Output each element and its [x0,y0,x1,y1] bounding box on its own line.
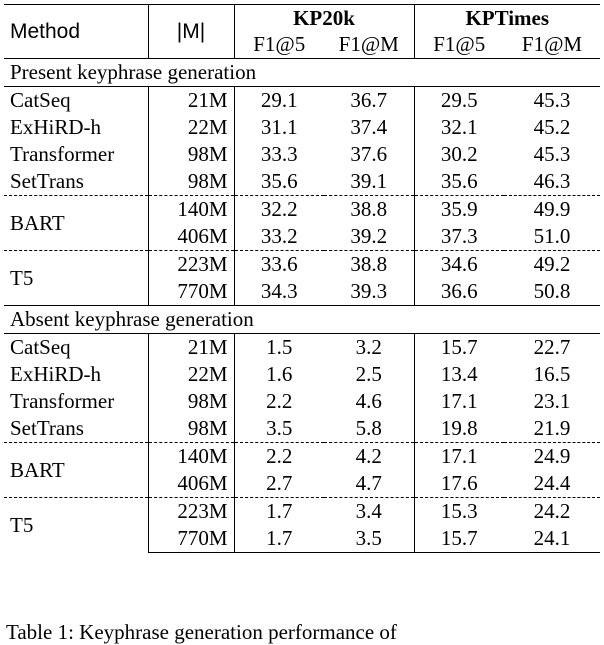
table-cell-value: 46.3 [533,169,571,193]
table-cell-value: 1.6 [266,362,293,386]
table-cell-size: 21M [148,334,234,362]
table-cell-size: 21M [148,87,234,115]
table-cell-value: 49.9 [504,196,600,224]
table-cell-size: 406M [148,223,234,251]
table-cell-size: 98M [148,388,234,415]
section-header-row [4,306,600,334]
table-cell-method: SetTrans [10,169,84,193]
table-cell-value: 39.2 [324,223,414,251]
table-cell-value: 29.5 [440,88,478,112]
table-cell-value: 31.1 [260,115,298,139]
header-metric: F1@M [521,32,583,56]
table-cell-value: 17.1 [414,443,504,471]
table-cell-value: 2.2 [266,389,293,413]
table-cell-size: 22M [148,361,234,388]
table-cell-value: 49.2 [504,251,600,279]
table-cell-size: 98M [148,415,234,443]
table-row [4,114,600,141]
header-group-kp20k: KP20k [234,5,414,32]
table-cell-value: 33.3 [260,142,298,166]
table-cell-value: 15.7 [440,335,478,359]
table-cell-value: 37.6 [324,141,414,168]
table-cell-method: T5 [4,251,148,306]
table-cell-value: 45.3 [533,88,571,112]
table-cell-value: 21.9 [533,416,571,440]
table-cell-method: Transformer [10,142,115,166]
table-cell-value: 24.9 [504,443,600,471]
table-cell-method: ExHiRD-h [10,115,101,139]
table-cell-value: 50.8 [533,279,571,303]
table-cell-value: 38.8 [324,251,414,279]
table-cell-value: 35.6 [440,169,478,193]
table-row [4,415,600,443]
table-cell-value: 1.7 [234,498,324,526]
table-cell-value: 1.7 [234,525,324,553]
table-cell-value: 32.2 [234,196,324,224]
table-cell-size: 98M [148,168,234,196]
table-cell-value: 17.6 [440,471,478,495]
table-cell-method: CatSeq [10,335,71,359]
table-cell-value: 34.3 [260,279,298,303]
table-cell-value: 51.0 [533,224,571,248]
table-cell-size: 770M [148,525,234,553]
table-cell-value: 2.2 [234,443,324,471]
table-cell-value: 35.6 [260,169,298,193]
table-cell-method: CatSeq [10,88,71,112]
header-method: Method [4,5,148,59]
table-body [4,59,600,553]
table-cell-method: ExHiRD-h [10,362,101,386]
table-cell-value: 2.7 [266,471,293,495]
table-cell-value: 22.7 [533,335,571,359]
table-cell-size: 223M [148,498,234,526]
table-row [4,498,600,526]
table-cell-value: 4.6 [324,388,414,415]
table-caption: Table 1: Keyphrase generation performance of [6,620,397,644]
table-cell-value: 34.6 [414,251,504,279]
table-cell-value: 1.5 [266,335,293,359]
header-metric: F1@5 [253,32,306,56]
table-row [4,196,600,224]
table-cell-value: 4.2 [324,443,414,471]
table-row [4,388,600,415]
table-cell-value: 17.1 [440,389,478,413]
header-model-size: |M| [148,5,234,59]
table-cell-value: 30.2 [440,142,478,166]
table-cell-value: 35.9 [414,196,504,224]
table-cell-value: 3.4 [324,498,414,526]
table-row [4,443,600,471]
table-cell-value: 45.3 [533,142,571,166]
table-cell-value: 4.7 [324,470,414,498]
table-cell-method: T5 [4,498,148,553]
table-row [4,334,600,362]
header-metric: F1@M [324,31,414,59]
table-cell-value: 37.4 [324,114,414,141]
table-cell-value: 33.6 [234,251,324,279]
table-cell-method: BART [4,196,148,251]
table-cell-value: 39.3 [324,278,414,306]
results-table [4,4,600,553]
table-cell-value: 3.5 [324,525,414,553]
section-title: Present keyphrase generation [4,59,600,87]
table-row [4,361,600,388]
table-cell-value: 37.3 [440,224,478,248]
table-cell-value: 38.8 [324,196,414,224]
table-cell-value: 24.1 [504,525,600,553]
table-cell-method: BART [4,443,148,498]
table-cell-value: 3.2 [324,334,414,362]
table-cell-value: 15.7 [414,525,504,553]
table-cell-value: 24.4 [533,471,571,495]
table-row [4,87,600,115]
table-cell-value: 33.2 [260,224,298,248]
table-cell-value: 13.4 [440,362,478,386]
table-cell-size: 223M [148,251,234,279]
section-header-row [4,59,600,87]
table-cell-value: 45.2 [533,115,571,139]
table-row [4,168,600,196]
table-cell-value: 36.7 [324,87,414,115]
table-cell-value: 23.1 [533,389,571,413]
table-cell-value: 32.1 [440,115,478,139]
header-group-kptimes: KPTimes [414,5,600,32]
table-cell-size: 140M [148,196,234,224]
table-cell-size: 98M [148,141,234,168]
table-cell-size: 406M [148,470,234,498]
table-cell-method: SetTrans [10,416,84,440]
header-row-groups [4,5,600,32]
table-cell-value: 29.1 [260,88,298,112]
table-cell-value: 3.5 [266,416,293,440]
section-title: Absent keyphrase generation [4,306,600,334]
table-cell-value: 2.5 [324,361,414,388]
table-row [4,141,600,168]
table-cell-size: 22M [148,114,234,141]
header-metric: F1@5 [433,32,486,56]
table-cell-size: 140M [148,443,234,471]
table-cell-value: 19.8 [440,416,478,440]
table-cell-value: 39.1 [324,168,414,196]
table-cell-value: 5.8 [324,415,414,443]
table-cell-value: 15.3 [414,498,504,526]
table-cell-value: 24.2 [504,498,600,526]
table-row [4,251,600,279]
table-cell-value: 36.6 [440,279,478,303]
table-cell-value: 16.5 [533,362,571,386]
table-cell-method: Transformer [10,389,115,413]
table-cell-size: 770M [148,278,234,306]
